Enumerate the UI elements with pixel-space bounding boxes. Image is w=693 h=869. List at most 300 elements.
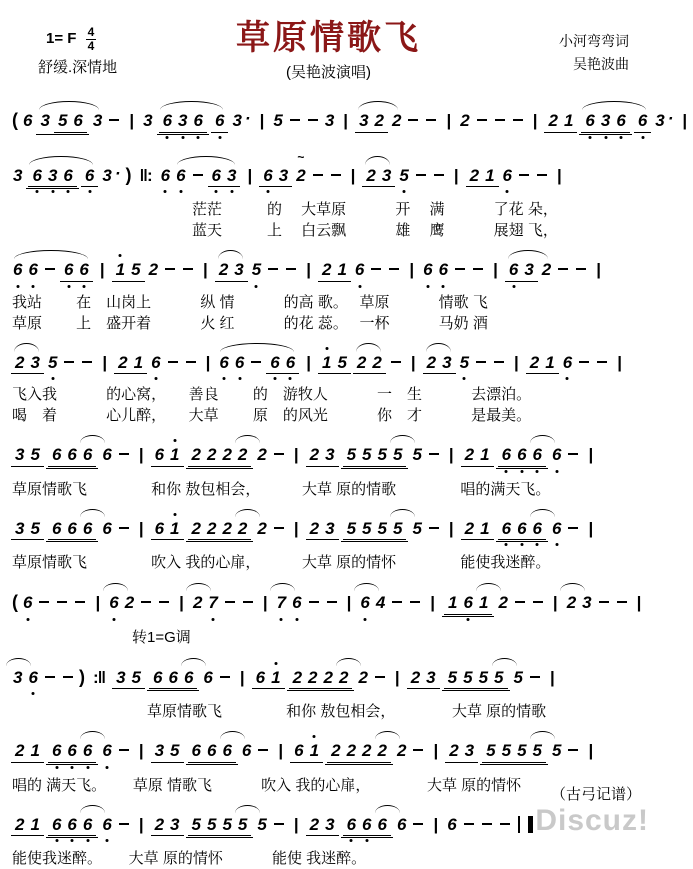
duration-dash <box>434 174 444 176</box>
music-line <box>8 430 657 479</box>
octave-dot-low <box>32 285 35 288</box>
transcriber-credit: （古弓记谱） <box>550 786 641 803</box>
barline: | <box>346 593 352 613</box>
octave-dot-low <box>32 692 35 695</box>
note: 3 <box>40 111 50 130</box>
note: 6 <box>62 166 73 186</box>
duration-dash <box>597 361 607 363</box>
beam-group <box>287 668 355 692</box>
beam-group <box>11 519 44 541</box>
note: 2 <box>366 165 376 185</box>
note: 2 <box>15 741 25 761</box>
time-signature <box>86 26 97 52</box>
note: 6 <box>27 260 38 280</box>
barline: | <box>138 518 144 538</box>
note: 3 <box>30 352 40 372</box>
note: 2 <box>309 445 320 465</box>
note: 6 <box>234 353 245 373</box>
note: 5 <box>392 445 403 465</box>
note: 3 <box>154 741 165 761</box>
beam-group <box>407 668 440 690</box>
beam-group <box>343 519 407 541</box>
beam-group <box>252 668 285 690</box>
note: 3 <box>15 445 25 465</box>
barline: | <box>448 445 454 465</box>
note: 6 <box>438 260 449 280</box>
beam-group <box>81 166 98 188</box>
time-signature-numerator: 4 <box>87 25 95 39</box>
note: 6 <box>191 741 201 761</box>
beam-group <box>147 668 199 692</box>
duration-dash <box>429 527 439 529</box>
lyric-line: 茫茫 的 大草原 开 满 了花 朵， <box>12 201 558 219</box>
barline: | <box>409 260 415 280</box>
beam-group <box>498 519 546 541</box>
octave-dot-low <box>212 618 215 621</box>
note: 6 <box>203 667 213 687</box>
note: 4 <box>375 593 386 613</box>
augmentation-dot: · <box>114 163 121 183</box>
note: 5 <box>517 741 527 761</box>
octave-dot-low <box>88 190 91 193</box>
duration-dash <box>371 268 381 270</box>
barline: | <box>129 111 135 130</box>
barline: | <box>453 165 459 185</box>
note: 6 <box>82 815 93 835</box>
note: 2 <box>362 741 372 761</box>
duration-dash <box>309 601 319 603</box>
note: 5 <box>47 353 58 373</box>
octave-dot-low <box>51 190 54 193</box>
octave-dot-low <box>106 839 109 842</box>
note: 1 <box>133 352 144 372</box>
duration-dash <box>519 174 529 176</box>
lyric-line: 能使我迷醉。 大草 原的情怀 能使 我迷醉。 <box>12 850 367 868</box>
note: 6 <box>82 518 93 538</box>
note: 6 <box>150 353 161 373</box>
barline: | <box>138 814 144 834</box>
duration-dash <box>413 749 423 751</box>
note: 2 <box>426 352 437 372</box>
beam-group <box>505 260 538 282</box>
duration-dash <box>243 601 253 603</box>
barline: | <box>138 445 144 465</box>
note: 6 <box>51 741 62 761</box>
lyric-line: 草原 上 盛开着 火 红 的花 蕊。 一杯 马奶 酒 <box>12 314 488 332</box>
duration-dash <box>119 453 129 455</box>
beam-group <box>306 815 339 837</box>
note: 3 <box>143 111 153 130</box>
barline: | <box>293 814 299 834</box>
system-2 <box>8 149 657 242</box>
octave-dot-low <box>512 285 515 288</box>
note: 3 <box>655 111 665 130</box>
slur-group <box>156 111 230 135</box>
beam-group <box>341 445 409 469</box>
barline: | <box>552 593 558 613</box>
beam-group <box>188 519 252 541</box>
note: 2 <box>464 445 475 465</box>
beam-group <box>466 166 499 188</box>
duration-dash <box>165 268 175 270</box>
beam-group <box>461 519 494 541</box>
note: 5 <box>257 814 267 834</box>
octave-dot-low <box>166 136 169 139</box>
duration-dash <box>537 174 547 176</box>
octave-dot-high <box>173 513 176 516</box>
note: 3 <box>325 518 335 538</box>
note: 5 <box>459 353 470 373</box>
note: 1 <box>480 445 490 465</box>
octave-dot-low <box>555 543 558 546</box>
note: 5 <box>337 352 347 372</box>
lyric-line: 草原情歌飞 吹入 我的心扉， 大草 原的情怀 能使我迷醉。 <box>12 554 551 572</box>
system-1 <box>8 94 688 145</box>
note: 2 <box>372 352 382 372</box>
note: 2 <box>529 352 540 372</box>
barline: | <box>617 352 622 372</box>
note: 2 <box>460 111 470 130</box>
octave-dot-low <box>106 766 109 769</box>
duration-dash <box>617 601 627 603</box>
note: 5 <box>501 741 512 761</box>
octave-dot-low <box>164 190 167 193</box>
music-line <box>8 149 657 200</box>
beam-group <box>445 741 478 763</box>
note: 6 <box>447 814 457 834</box>
duration-dash <box>268 268 278 270</box>
duration-dash <box>251 361 261 363</box>
note: 6 <box>82 445 93 465</box>
note: 6 <box>154 445 165 465</box>
duration-dash <box>476 361 486 363</box>
beam-group <box>325 741 393 765</box>
duration-dash <box>57 601 67 603</box>
octave-dot-low <box>67 190 70 193</box>
note: 6 <box>183 667 194 687</box>
octave-dot-low <box>365 839 368 842</box>
key-signature <box>46 26 96 52</box>
duration-dash <box>327 601 337 603</box>
note: 6 <box>73 111 83 130</box>
duration-dash <box>45 268 55 270</box>
note: 2 <box>358 667 368 687</box>
beam-group <box>259 166 292 188</box>
duration-dash <box>313 174 323 176</box>
note: 6 <box>615 111 626 131</box>
beam-group <box>186 445 254 469</box>
repeat-close-barline: :‖ <box>92 667 106 687</box>
duration-dash <box>45 676 55 678</box>
barline: | <box>493 260 498 280</box>
note: 5 <box>412 445 422 465</box>
note: 3 <box>234 260 244 280</box>
lyric-line: 转1=G调 <box>12 628 191 646</box>
note: 6 <box>463 593 474 613</box>
key-signature-text: 1= F <box>46 30 77 48</box>
music-line <box>8 652 657 702</box>
octave-dot-low <box>36 190 39 193</box>
beam-group <box>318 260 351 282</box>
note: 6 <box>101 815 112 835</box>
beam-group <box>341 815 393 839</box>
duration-dash <box>392 601 402 603</box>
note: 2 <box>257 518 267 538</box>
note: 6 <box>101 741 112 761</box>
note: 2 <box>218 260 229 280</box>
note: 6 <box>84 166 95 186</box>
note: 2 <box>338 667 349 687</box>
note: 2 <box>331 741 341 761</box>
octave-dot-low <box>71 766 74 769</box>
beam-group <box>28 166 76 188</box>
slur-group <box>214 260 249 282</box>
note: 3 <box>426 667 436 687</box>
beam-group <box>149 668 197 690</box>
duration-dash <box>225 601 235 603</box>
note: 2 <box>257 445 267 465</box>
note: 5 <box>131 260 141 280</box>
beam-group <box>46 519 98 543</box>
octave-dot-low <box>255 285 258 288</box>
note: 2 <box>548 111 558 130</box>
note: 3 <box>92 111 103 130</box>
note: 6 <box>214 111 225 131</box>
beam-group <box>112 668 145 690</box>
octave-dot-low <box>467 618 470 621</box>
final-barline <box>518 816 533 833</box>
note: 3 <box>278 165 289 185</box>
duration-dash <box>413 823 423 825</box>
duration-dash <box>290 119 300 121</box>
beam-group <box>26 166 78 190</box>
beam-group <box>442 668 510 692</box>
barline: | <box>433 741 439 761</box>
note: 6 <box>255 667 266 687</box>
time-signature-denominator: 4 <box>87 38 95 53</box>
note: 2 <box>309 518 320 538</box>
note: 6 <box>396 814 407 834</box>
duration-dash <box>477 119 487 121</box>
note: 2 <box>323 667 333 687</box>
duration-dash <box>410 601 420 603</box>
beam-group <box>526 353 559 375</box>
note: 5 <box>398 166 409 186</box>
note: 6 <box>108 593 119 613</box>
octave-dot-low <box>506 190 509 193</box>
system-4 <box>8 338 657 427</box>
octave-dot-low <box>358 285 361 288</box>
octave-dot-low <box>55 839 58 842</box>
duration-dash <box>39 601 49 603</box>
note: 5 <box>237 814 248 834</box>
beam-group <box>482 741 546 763</box>
beam-group <box>157 111 209 135</box>
note: 1 <box>321 353 332 373</box>
octave-dot-low <box>280 618 283 621</box>
barline: | <box>262 593 268 613</box>
note: 2 <box>15 814 25 834</box>
note: 2 <box>566 593 577 613</box>
note: 2 <box>498 593 508 613</box>
beam-group <box>11 445 44 467</box>
beam-group <box>112 260 145 282</box>
beam-group <box>496 519 548 543</box>
note: 5 <box>346 445 357 465</box>
beam-group <box>186 741 238 765</box>
note: 5 <box>478 667 489 687</box>
note: 2 <box>392 111 402 130</box>
duration-dash <box>119 823 129 825</box>
note: 6 <box>154 518 165 538</box>
note: 3 <box>359 111 369 130</box>
octave-dot-low <box>536 470 539 473</box>
barline: | <box>549 667 555 687</box>
note: 6 <box>346 815 357 835</box>
beam-group <box>444 593 492 615</box>
slur-group <box>352 353 387 375</box>
octave-dot-low <box>426 285 429 288</box>
beam-group <box>114 353 147 375</box>
note: 1 <box>563 111 574 130</box>
octave-dot-low <box>536 543 539 546</box>
note: 2 <box>237 518 248 538</box>
beam-group <box>306 519 339 541</box>
system-8 <box>8 652 657 723</box>
note: 3 <box>600 111 611 131</box>
note: 2 <box>222 445 232 465</box>
barline: | <box>278 741 284 761</box>
octave-dot-low <box>520 470 523 473</box>
duration-dash <box>530 676 540 678</box>
beam-group <box>290 741 323 763</box>
beam-group <box>327 741 391 763</box>
note: 6 <box>175 166 186 186</box>
slur-group <box>10 353 45 375</box>
note: 6 <box>222 741 232 761</box>
duration-dash <box>186 361 196 363</box>
octave-dot-low <box>604 136 607 139</box>
augmentation-dot: · <box>244 109 251 128</box>
beam-group <box>343 445 407 467</box>
note: 6 <box>67 445 77 465</box>
octave-dot-low <box>83 285 86 288</box>
octave-dot-high <box>313 735 316 738</box>
note: 6 <box>12 260 23 280</box>
beam-group <box>498 445 546 467</box>
duration-dash <box>576 268 586 270</box>
beam-group <box>188 741 236 763</box>
beam-group <box>60 260 93 282</box>
beam-group <box>579 111 631 135</box>
note: 5 <box>392 518 403 538</box>
note: 3 <box>442 352 452 372</box>
duration-dash <box>464 823 474 825</box>
beam-group <box>151 445 184 467</box>
barline: | <box>682 111 688 130</box>
note: 1 <box>115 260 126 280</box>
octave-dot-low <box>215 190 218 193</box>
note: 6 <box>532 519 543 539</box>
note: 6 <box>22 593 33 613</box>
duration-dash <box>258 749 268 751</box>
lyric-line: 蓝天 上 白云飘 雄 鹰 展翅 飞， <box>12 222 558 240</box>
octave-dot-low <box>218 136 221 139</box>
note: 6 <box>82 741 93 761</box>
barline: | <box>532 111 538 130</box>
barline: | <box>205 352 211 372</box>
note: 2 <box>356 352 367 372</box>
barline: | <box>430 593 436 613</box>
beam-group <box>211 111 228 133</box>
note: 6 <box>78 260 89 280</box>
note: 6 <box>359 593 370 613</box>
barline: | <box>433 814 439 834</box>
octave-dot-low <box>295 618 298 621</box>
barline: | <box>99 260 105 280</box>
parenthesis: ) <box>125 164 132 185</box>
beam-group <box>634 111 651 133</box>
system-7 <box>8 577 657 648</box>
note: 1 <box>30 814 40 834</box>
note: 1 <box>485 165 495 185</box>
beam-group <box>215 260 248 282</box>
slur-group <box>35 111 105 135</box>
note: 1 <box>478 593 489 613</box>
duration-dash <box>568 527 578 529</box>
note: 2 <box>469 165 480 185</box>
barline: | <box>343 111 349 130</box>
note: 3 <box>47 166 58 186</box>
octave-dot-low <box>86 766 89 769</box>
note: 6 <box>269 353 280 373</box>
octave-dot-low <box>364 618 367 621</box>
octave-dot-low <box>230 190 233 193</box>
octave-dot-low <box>71 839 74 842</box>
note: 2 <box>377 741 387 761</box>
slur-group <box>361 166 396 188</box>
duration-dash <box>426 119 436 121</box>
note: 5 <box>362 445 372 465</box>
duration-dash <box>500 823 510 825</box>
octave-dot-low <box>463 377 466 380</box>
duration-dash <box>599 601 609 603</box>
slur-group <box>578 111 652 135</box>
note: 5 <box>412 518 422 538</box>
duration-dash <box>533 601 543 603</box>
octave-dot-low <box>505 470 508 473</box>
note: 2 <box>15 352 25 372</box>
note: 2 <box>292 667 303 687</box>
note: 5 <box>206 814 217 834</box>
beam-group <box>11 815 44 837</box>
octave-dot-low <box>51 377 54 380</box>
score <box>0 92 688 869</box>
barline: | <box>293 518 299 538</box>
lyric-line: 我站 在 山岗上 纵 情 的高 歌。 草原 情歌 飞 <box>12 293 488 311</box>
note: 2 <box>374 111 384 130</box>
music-line <box>8 726 657 775</box>
octave-dot-low <box>67 285 70 288</box>
beam-group <box>306 445 339 467</box>
lyric-line: 唱的 满天飞。 草原 情歌飞 吹入 我的心扉， 大草 原的情怀 <box>12 776 522 794</box>
note: 5 <box>170 741 180 761</box>
duration-dash <box>82 361 92 363</box>
octave-dot-low <box>197 136 200 139</box>
note: 6 <box>67 518 77 538</box>
note: 5 <box>191 814 201 834</box>
note: 3 <box>170 814 180 834</box>
